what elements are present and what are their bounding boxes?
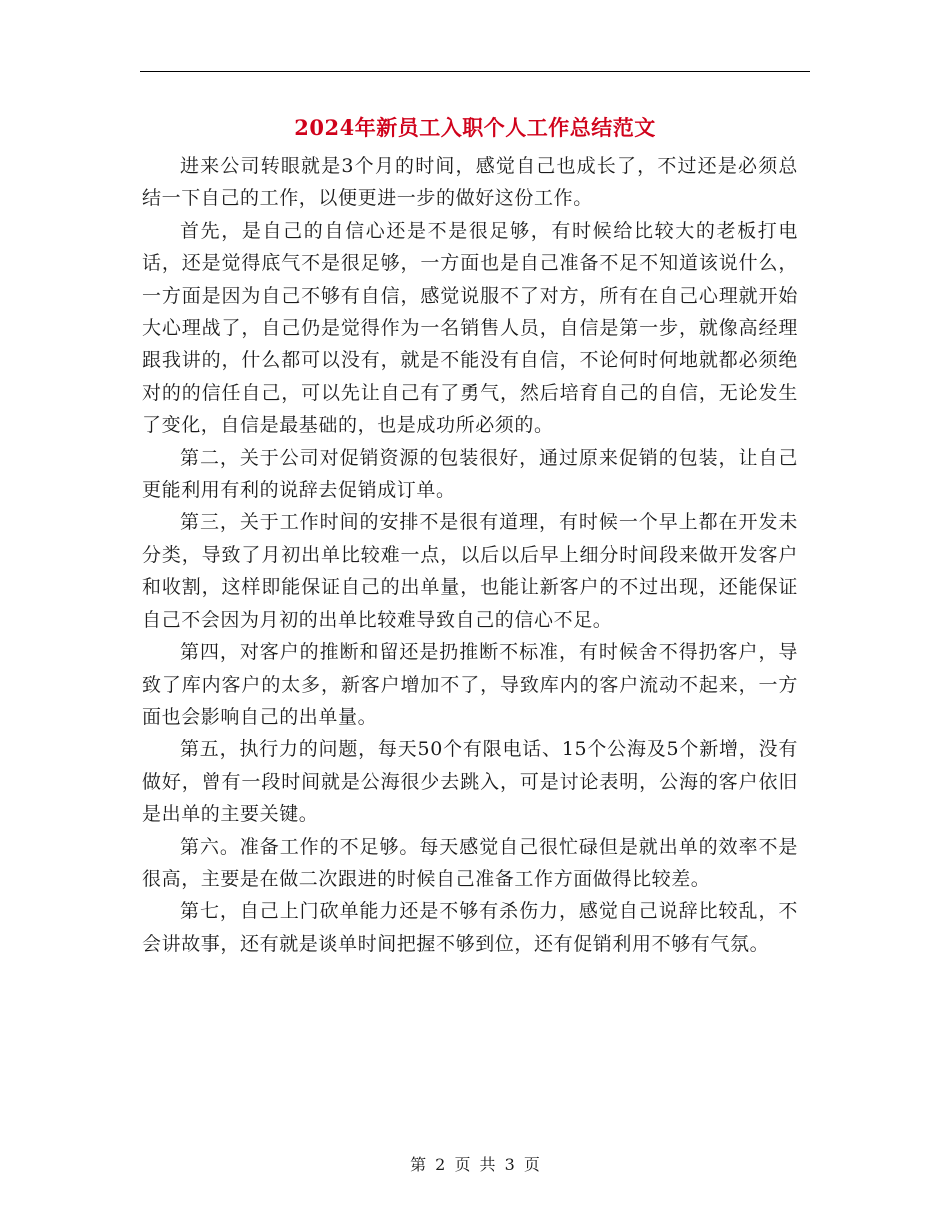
document-body [142,150,798,960]
header-rule [140,71,810,72]
document-title: 2024年新员工入职个人工作总结范文 [294,115,656,140]
paragraph-intro: 进来公司转眼就是3个月的时间，感觉自己也成长了，不过还是必须总结一下自己的工作，以便更进一步的做好这份工作。 [142,155,798,210]
page-number: 第 2 页 共 3 页 [410,1155,540,1174]
paragraph-first: 首先，是自己的自信心还是不是很足够，有时候给比较大的老板打电话，还是觉得底气不是很足够，一方面也是自己准备不足不知道该说什么，一方面是因为自己不够有自信，感觉说服不了对方，所有在自己心理就开始大心理战了，自己仍是觉得作为一名销售人员，自信是第一步，就像高经理跟我讲的，什么都可以没有，就是不能没有自信，不论何时何地就都必须绝对的的信任自己，可以先让自己有了勇气，然后培育自己的自信，无论发生了变化，自信是最基础的，也是成功所必须的。 [142,219,798,437]
paragraph-seventh: 第七，自己上门砍单能力还是不够有杀伤力，感觉自己说辞比较乱，不会讲故事，还有就是谈单时间把握不够到位，还有促销利用不够有气氛。 [142,900,798,955]
paragraph-third: 第三，关于工作时间的安排不是很有道理，有时候一个早上都在开发未分类，导致了月初出单比较难一点，以后以后早上细分时间段来做开发客户和收割，这样即能保证自己的出单量，也能让新客户的不过出现，还能保证自己不会因为月初的出单比较难导致自己的信心不足。 [142,511,798,631]
paragraph-second: 第二，关于公司对促销资源的包装很好，通过原来促销的包装，让自己更能利用有利的说辞去促销成订单。 [142,446,798,502]
paragraph-sixth: 第六。准备工作的不足够。每天感觉自己很忙碌但是就出单的效率不是很高，主要是在做二次跟进的时候自己准备工作方面做得比较差。 [142,835,798,890]
paragraph-fifth: 第五，执行力的问题，每天50个有限电话、15个公海及5个新增，没有做好，曾有一段时间就是公海很少去跳入，可是讨论表明，公海的客户依旧是出单的主要关键。 [142,738,798,826]
paragraph-fourth: 第四，对客户的推断和留还是扔推断不标准，有时候舍不得扔客户，导致了库内客户的太多，新客户增加不了，导致库内的客户流动不起来，一方面也会影响自己的出单量。 [142,641,798,728]
